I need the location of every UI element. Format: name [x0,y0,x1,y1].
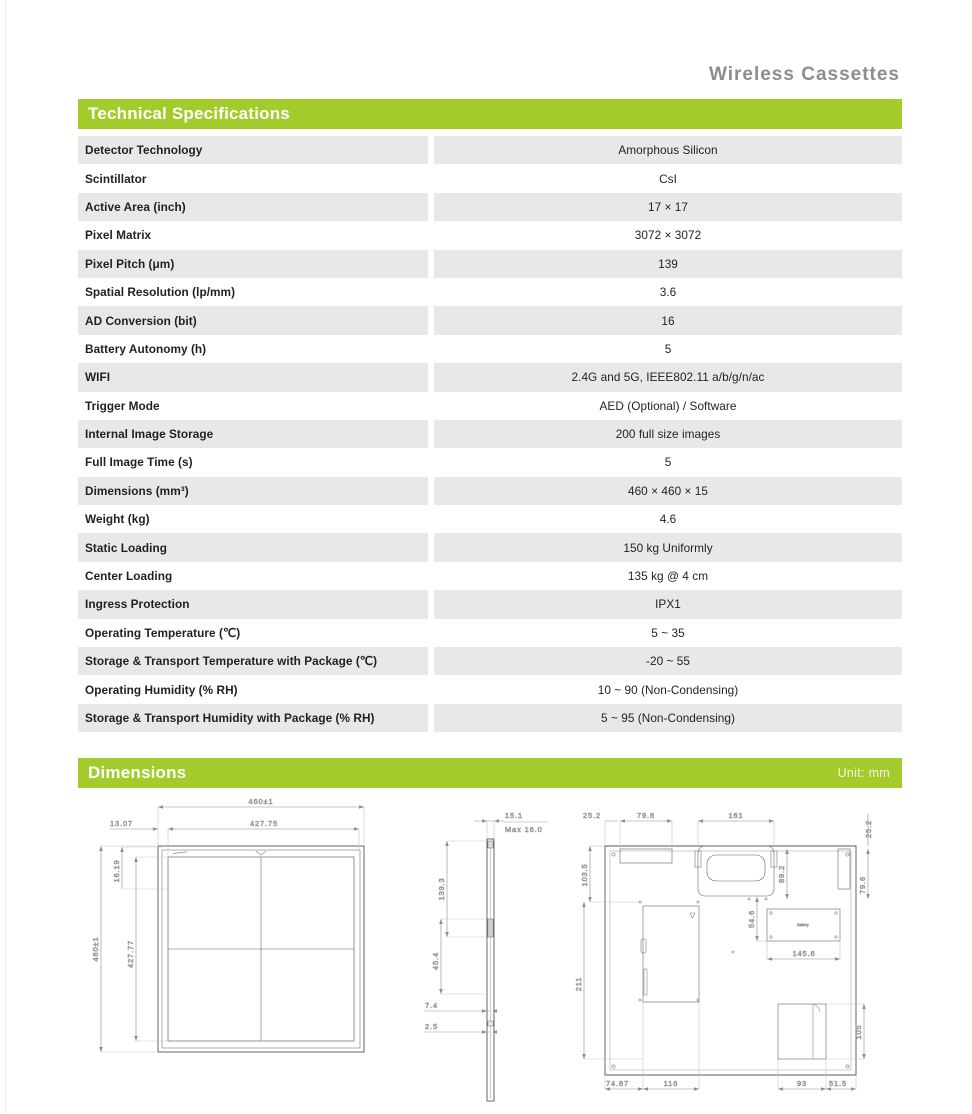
spec-label: Center Loading [85,569,173,584]
back-label-gap: 54.6 [747,910,756,928]
back-right-upper-span: 79.6 [858,876,867,894]
table-row [78,306,902,334]
side-step-a: 7.4 [425,1001,438,1010]
table-row [78,619,902,647]
side-thickness: 15.1 [505,811,523,820]
back-battery-label: Battery [797,923,809,927]
table-row [78,278,902,306]
table-row [78,647,902,675]
side-lower-span: 45.4 [431,952,440,970]
back-label-width: 145.6 [792,949,816,958]
back-bottom-a: 74.87 [606,1079,629,1088]
table-row [78,363,902,391]
back-right-lower-span: 105 [854,1024,863,1040]
table-row [78,675,902,703]
spec-value: 150 kg Uniformly [434,533,902,561]
table-row [78,193,902,221]
spec-value: 2.4G and 5G, IEEE802.11 a/b/g/n/ac [434,363,902,391]
table-row [78,335,902,363]
dimensions-unit-label: Unit: mm [837,766,890,780]
spec-label: Storage & Transport Humidity with Package (% RH) [78,704,428,732]
spec-value: 5 [664,341,672,356]
back-top-plate-width: 79.6 [637,811,655,820]
spec-value: 10 ~ 90 (Non-Condensing) [597,682,739,697]
spec-label: Active Area (inch) [78,193,428,221]
spec-label: Storage & Transport Temperature with Package (℃) [78,647,428,675]
drawings-svg [78,789,902,1111]
table-row [78,164,902,192]
spec-label: Operating Temperature (℃) [85,625,241,640]
back-handle-height: 89.2 [777,865,786,883]
front-offset-left: 13.07 [110,819,133,828]
spec-value: 135 kg @ 4 cm [627,569,709,584]
table-row [78,221,902,249]
table-row [78,250,902,278]
spec-value: 5 ~ 35 [651,625,685,640]
spec-value: AED (Optional) / Software [599,398,737,413]
back-view-drawing [574,811,873,1091]
front-height-inner: 427.77 [126,939,135,969]
technical-specifications-header [78,99,902,129]
table-row [78,392,902,420]
spec-label: WIFI [78,363,428,391]
spec-value: -20 ~ 55 [434,647,902,675]
back-bottom-d: 51.5 [829,1079,847,1088]
spec-label: Static Loading [78,533,428,561]
front-view-drawing [91,797,364,1052]
table-row [78,420,902,448]
back-bottom-b: 116 [663,1079,679,1088]
front-width-inner: 427.75 [249,819,279,828]
table-row [78,505,902,533]
dimensions-title: Dimensions [88,763,187,782]
spec-label: Battery Autonomy (h) [85,341,207,356]
spec-label: Dimensions (mm³) [78,477,428,505]
spec-value: 460 × 460 × 15 [434,477,902,505]
back-left-upper-span: 103.5 [580,863,589,887]
back-left-lower-span: 211 [574,976,583,992]
table-row [78,533,902,561]
front-width-overall: 460±1 [248,797,274,806]
spec-label: Pixel Pitch (μm) [78,250,428,278]
page-title: Wireless Cassettes [708,64,900,85]
spec-label: Trigger Mode [85,398,160,413]
table-row [78,590,902,618]
spec-label: Internal Image Storage [78,420,428,448]
table-row [78,448,902,476]
specifications-table [78,136,902,732]
back-top-right-offset: 25.2 [864,820,873,838]
side-thickness-max: Max 16.0 [505,825,543,834]
spec-label: Pixel Matrix [85,228,152,243]
table-row [78,477,902,505]
spec-label: AD Conversion (bit) [78,306,428,334]
technical-specifications-title: Technical Specifications [88,104,290,123]
spec-value: 16 [434,306,902,334]
spec-value: 4.6 [659,512,677,527]
spec-label: Detector Technology [78,136,428,164]
spec-value: 3072 × 3072 [634,228,702,243]
spec-value: IPX1 [434,590,902,618]
page-left-rule [5,0,6,1114]
back-top-left-offset: 25.2 [583,811,601,820]
spec-value: CsI [659,171,677,186]
spec-value: 5 [664,455,672,470]
side-upper-span: 139.3 [437,877,446,901]
front-top-offset: 16.19 [112,859,121,883]
spec-value: 3.6 [659,285,677,300]
spec-label: Operating Humidity (% RH) [85,682,238,697]
spec-value: Amorphous Silicon [434,136,902,164]
front-height-overall: 460±1 [91,936,100,962]
table-row [78,562,902,590]
spec-value: 5 ~ 95 (Non-Condensing) [434,704,902,732]
spec-label: Full Image Time (s) [85,455,193,470]
spec-label: Ingress Protection [78,590,428,618]
dimension-drawings [78,789,902,1111]
spec-label: Spatial Resolution (lp/mm) [85,285,236,300]
spec-value: 17 × 17 [434,193,902,221]
spec-label: Weight (kg) [85,512,150,527]
table-row [78,704,902,732]
back-handle-width: 161 [728,811,744,820]
dimensions-header [78,758,902,788]
spec-label: Scintillator [85,171,147,186]
spec-value: 139 [434,250,902,278]
side-view-drawing [424,811,548,1101]
back-bottom-c: 93 [796,1079,808,1088]
spec-value: 200 full size images [434,420,902,448]
table-row [78,136,902,164]
side-step-b: 2.5 [425,1022,438,1031]
